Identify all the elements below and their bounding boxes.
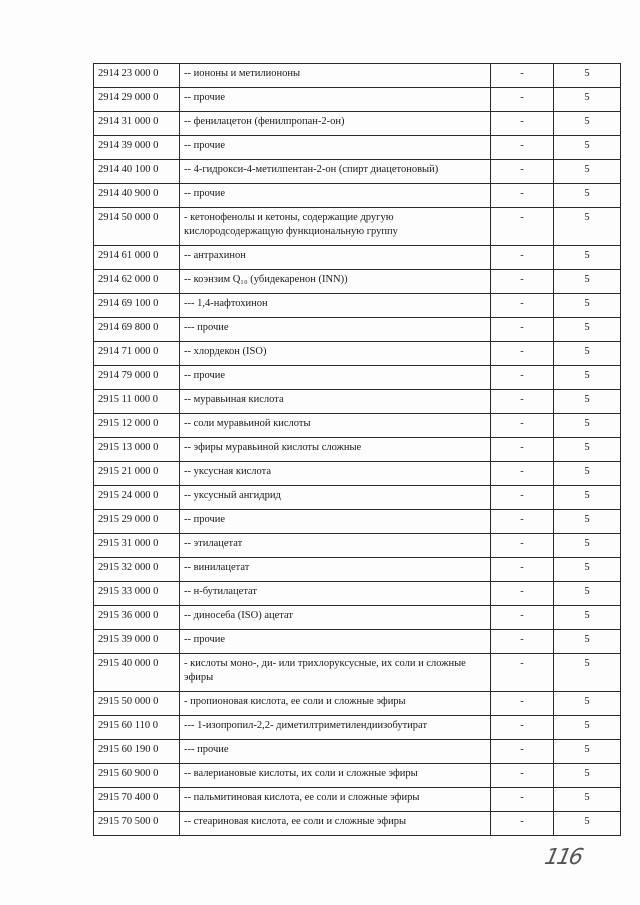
duty-cell: 5 xyxy=(554,462,621,486)
description-cell: -- фенилацетон (фенилпропан-2-он) xyxy=(180,112,491,136)
description-cell: -- эфиры муравьиной кислоты сложные xyxy=(180,438,491,462)
table-row xyxy=(94,414,621,438)
description-cell: -- соли муравьиной кислоты xyxy=(180,414,491,438)
code-cell: 2914 29 000 0 xyxy=(94,88,180,112)
duty-cell: 5 xyxy=(554,270,621,294)
code-cell: 2915 60 190 0 xyxy=(94,740,180,764)
duty-cell: 5 xyxy=(554,246,621,270)
code-cell: 2915 70 500 0 xyxy=(94,812,180,836)
description-cell: -- прочие xyxy=(180,88,491,112)
duty-cell: 5 xyxy=(554,510,621,534)
description-cell: -- стеариновая кислота, ее соли и сложные эфиры xyxy=(180,812,491,836)
rate-cell: - xyxy=(491,294,554,318)
duty-cell: 5 xyxy=(554,740,621,764)
duty-cell: 5 xyxy=(554,788,621,812)
rate-cell: - xyxy=(491,246,554,270)
description-cell: --- прочие xyxy=(180,318,491,342)
rate-cell: - xyxy=(491,692,554,716)
tariff-table-body xyxy=(94,64,621,836)
description-cell: - кислоты моно-, ди- или трихлоруксусные, их соли и сложные эфиры xyxy=(180,654,491,692)
table-row xyxy=(94,160,621,184)
table-row xyxy=(94,486,621,510)
duty-cell: 5 xyxy=(554,294,621,318)
code-cell: 2914 79 000 0 xyxy=(94,366,180,390)
code-cell: 2915 21 000 0 xyxy=(94,462,180,486)
rate-cell: - xyxy=(491,160,554,184)
description-cell: -- прочие xyxy=(180,184,491,208)
duty-cell: 5 xyxy=(554,438,621,462)
table-row xyxy=(94,64,621,88)
duty-cell: 5 xyxy=(554,64,621,88)
table-row xyxy=(94,208,621,246)
duty-cell: 5 xyxy=(554,208,621,246)
table-row xyxy=(94,438,621,462)
table-row xyxy=(94,558,621,582)
table-row xyxy=(94,692,621,716)
code-cell: 2915 36 000 0 xyxy=(94,606,180,630)
description-cell: -- валериановые кислоты, их соли и сложные эфиры xyxy=(180,764,491,788)
code-cell: 2914 69 100 0 xyxy=(94,294,180,318)
duty-cell: 5 xyxy=(554,630,621,654)
code-cell: 2915 60 900 0 xyxy=(94,764,180,788)
code-cell: 2915 32 000 0 xyxy=(94,558,180,582)
code-cell: 2914 23 000 0 xyxy=(94,64,180,88)
rate-cell: - xyxy=(491,112,554,136)
rate-cell: - xyxy=(491,136,554,160)
description-cell: -- антрахинон xyxy=(180,246,491,270)
description-cell: -- прочие xyxy=(180,630,491,654)
rate-cell: - xyxy=(491,184,554,208)
table-row xyxy=(94,764,621,788)
rate-cell: - xyxy=(491,716,554,740)
code-cell: 2915 29 000 0 xyxy=(94,510,180,534)
code-cell: 2914 50 000 0 xyxy=(94,208,180,246)
code-cell: 2914 62 000 0 xyxy=(94,270,180,294)
table-row xyxy=(94,270,621,294)
description-cell: -- н-бутилацетат xyxy=(180,582,491,606)
table-row xyxy=(94,812,621,836)
handwritten-page-number: 116 xyxy=(542,845,584,870)
code-cell: 2915 31 000 0 xyxy=(94,534,180,558)
code-cell: 2914 39 000 0 xyxy=(94,136,180,160)
description-cell: -- винилацетат xyxy=(180,558,491,582)
code-cell: 2915 60 110 0 xyxy=(94,716,180,740)
code-cell: 2914 71 000 0 xyxy=(94,342,180,366)
rate-cell: - xyxy=(491,630,554,654)
code-cell: 2915 70 400 0 xyxy=(94,788,180,812)
code-cell: 2914 31 000 0 xyxy=(94,112,180,136)
rate-cell: - xyxy=(491,582,554,606)
description-cell: -- уксусный ангидрид xyxy=(180,486,491,510)
description-cell: - пропионовая кислота, ее соли и сложные эфиры xyxy=(180,692,491,716)
code-cell: 2915 24 000 0 xyxy=(94,486,180,510)
duty-cell: 5 xyxy=(554,654,621,692)
code-cell: 2915 40 000 0 xyxy=(94,654,180,692)
description-cell: -- уксусная кислота xyxy=(180,462,491,486)
duty-cell: 5 xyxy=(554,558,621,582)
description-cell: -- прочие xyxy=(180,136,491,160)
description-cell: -- хлордекон (ISO) xyxy=(180,342,491,366)
description-cell: -- диносеба (ISO) ацетат xyxy=(180,606,491,630)
code-cell: 2915 12 000 0 xyxy=(94,414,180,438)
table-row xyxy=(94,390,621,414)
code-cell: 2915 13 000 0 xyxy=(94,438,180,462)
table-row xyxy=(94,788,621,812)
table-row xyxy=(94,342,621,366)
rate-cell: - xyxy=(491,414,554,438)
rate-cell: - xyxy=(491,788,554,812)
code-cell: 2914 61 000 0 xyxy=(94,246,180,270)
duty-cell: 5 xyxy=(554,764,621,788)
code-cell: 2914 69 800 0 xyxy=(94,318,180,342)
code-cell: 2914 40 900 0 xyxy=(94,184,180,208)
table-row xyxy=(94,184,621,208)
rate-cell: - xyxy=(491,64,554,88)
description-cell: -- 4-гидрокси-4-метилпентан-2-он (спирт диацетоновый) xyxy=(180,160,491,184)
table-row xyxy=(94,630,621,654)
description-cell: -- прочие xyxy=(180,366,491,390)
description-cell: -- пальмитиновая кислота, ее соли и сложные эфиры xyxy=(180,788,491,812)
table-row xyxy=(94,740,621,764)
duty-cell: 5 xyxy=(554,136,621,160)
description-cell: --- прочие xyxy=(180,740,491,764)
duty-cell: 5 xyxy=(554,582,621,606)
rate-cell: - xyxy=(491,740,554,764)
rate-cell: - xyxy=(491,438,554,462)
code-cell: 2914 40 100 0 xyxy=(94,160,180,184)
duty-cell: 5 xyxy=(554,486,621,510)
duty-cell: 5 xyxy=(554,812,621,836)
tariff-table xyxy=(93,63,621,836)
rate-cell: - xyxy=(491,510,554,534)
table-row xyxy=(94,136,621,160)
table-row xyxy=(94,246,621,270)
table-row xyxy=(94,716,621,740)
description-cell: - кетонофенолы и кетоны, содержащие другую кислородсодержащую функциональную группу xyxy=(180,208,491,246)
rate-cell: - xyxy=(491,390,554,414)
rate-cell: - xyxy=(491,534,554,558)
rate-cell: - xyxy=(491,342,554,366)
rate-cell: - xyxy=(491,366,554,390)
table-row xyxy=(94,112,621,136)
duty-cell: 5 xyxy=(554,414,621,438)
rate-cell: - xyxy=(491,654,554,692)
table-row xyxy=(94,366,621,390)
description-cell: -- иононы и метилиононы xyxy=(180,64,491,88)
rate-cell: - xyxy=(491,318,554,342)
rate-cell: - xyxy=(491,812,554,836)
table-row xyxy=(94,654,621,692)
table-row xyxy=(94,318,621,342)
duty-cell: 5 xyxy=(554,318,621,342)
duty-cell: 5 xyxy=(554,88,621,112)
table-row xyxy=(94,606,621,630)
description-cell: -- коэнзим Q₁₀ (убидекаренон (INN)) xyxy=(180,270,491,294)
rate-cell: - xyxy=(491,270,554,294)
duty-cell: 5 xyxy=(554,692,621,716)
description-cell: -- этилацетат xyxy=(180,534,491,558)
duty-cell: 5 xyxy=(554,112,621,136)
description-cell: --- 1,4-нафтохинон xyxy=(180,294,491,318)
rate-cell: - xyxy=(491,486,554,510)
table-row xyxy=(94,88,621,112)
rate-cell: - xyxy=(491,88,554,112)
rate-cell: - xyxy=(491,208,554,246)
code-cell: 2915 33 000 0 xyxy=(94,582,180,606)
code-cell: 2915 11 000 0 xyxy=(94,390,180,414)
duty-cell: 5 xyxy=(554,716,621,740)
duty-cell: 5 xyxy=(554,184,621,208)
table-row xyxy=(94,510,621,534)
table-row xyxy=(94,462,621,486)
rate-cell: - xyxy=(491,606,554,630)
description-cell: --- 1-изопропил-2,2- диметилтриметилендиизобутират xyxy=(180,716,491,740)
duty-cell: 5 xyxy=(554,606,621,630)
duty-cell: 5 xyxy=(554,366,621,390)
duty-cell: 5 xyxy=(554,390,621,414)
table-row xyxy=(94,582,621,606)
description-cell: -- прочие xyxy=(180,510,491,534)
description-cell: -- муравьиная кислота xyxy=(180,390,491,414)
duty-cell: 5 xyxy=(554,342,621,366)
code-cell: 2915 50 000 0 xyxy=(94,692,180,716)
duty-cell: 5 xyxy=(554,534,621,558)
rate-cell: - xyxy=(491,558,554,582)
rate-cell: - xyxy=(491,764,554,788)
code-cell: 2915 39 000 0 xyxy=(94,630,180,654)
rate-cell: - xyxy=(491,462,554,486)
table-row xyxy=(94,294,621,318)
duty-cell: 5 xyxy=(554,160,621,184)
table-row xyxy=(94,534,621,558)
